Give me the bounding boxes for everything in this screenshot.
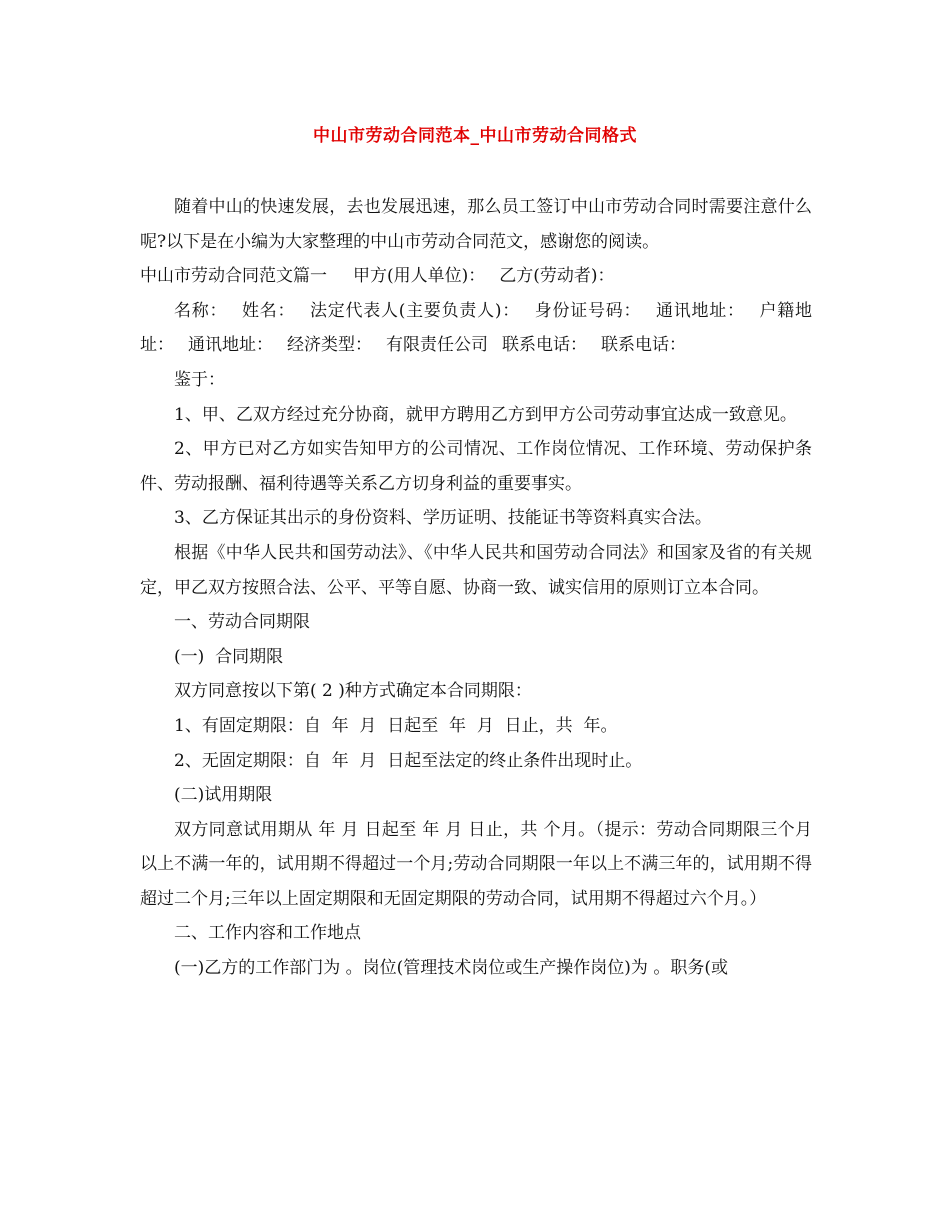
field-economic-type-label: 经济类型： — [287, 335, 372, 356]
legal-basis-paragraph: 根据《中华人民共和国劳动法》、《中华人民共和国劳动合同法》和国家及省的有关规定，甲乙双方按照合法、公平、平等自愿、协商一致、诚实信用的原则订立本合同。 — [140, 542, 812, 598]
party-b-label: 乙方(劳动者)： — [499, 266, 615, 287]
section-1-1-heading: (一) 合同期限 — [174, 646, 284, 667]
contract-header-line — [140, 259, 812, 294]
field-phone-2-label: 联系电话： — [601, 335, 686, 356]
field-phone-label: 联系电话： — [502, 335, 587, 356]
whereas-item-1: 1、甲、乙双方经过充分协商，就甲方聘用乙方到甲方公司劳动事宜达成一致意见。 — [174, 404, 797, 425]
field-household-address-label: 户籍地址： — [140, 300, 813, 356]
parties-fields-paragraph — [140, 294, 812, 363]
document-title: 中山市劳动合同范本_中山市劳动合同格式 — [313, 126, 637, 146]
section-1-1-option-a: 1、有固定期限：自 年 月 日起至 年 月 日止，共 年。 — [174, 715, 618, 736]
contract-header-title: 中山市劳动合同范文篇一 — [140, 266, 327, 287]
field-id-number-label: 身份证号码： — [534, 300, 642, 321]
section-1-heading: 一、劳动合同期限 — [174, 612, 310, 633]
whereas-item-2: 2、甲方已对乙方如实告知甲方的公司情况、工作岗位情况、工作环境、劳动保护条件、劳动报酬、福利待遇等关系乙方切身利益的重要事实。 — [140, 439, 812, 494]
section-1-1-text: 双方同意按以下第( 2 )种方式确定本合同期限： — [174, 681, 532, 702]
field-name-label: 名称： — [174, 300, 228, 321]
party-a-label: 甲方(用人单位)： — [353, 266, 486, 287]
section-2-heading: 二、工作内容和工作地点 — [174, 923, 361, 944]
section-1-2-heading: (二)试用期限 — [174, 785, 273, 806]
field-legal-rep-label: 法定代表人(主要负责人)： — [309, 300, 521, 321]
section-2-1-text: (一)乙方的工作部门为 。岗位(管理技术岗位或生产操作岗位)为 。职务(或 — [174, 958, 728, 979]
field-address-label: 通讯地址： — [655, 300, 745, 321]
whereas-item-3: 3、乙方保证其出示的身份资料、学历证明、技能证书等资料真实合法。 — [174, 508, 712, 529]
whereas-heading: 鉴于： — [174, 369, 225, 390]
document-body — [140, 190, 812, 986]
intro-paragraph: 随着中山的快速发展，去也发展迅速，那么员工签订中山市劳动合同时需要注意什么呢?以下是在小编为大家整理的中山市劳动合同范文，感谢您的阅读。 — [140, 197, 812, 252]
field-fullname-label: 姓名： — [241, 300, 296, 321]
field-address-2-label: 通讯地址： — [188, 335, 273, 356]
section-1-1-option-b: 2、无固定期限：自 年 月 日起至法定的终止条件出现时止。 — [174, 750, 643, 771]
field-economic-type-value: 有限责任公司 — [386, 335, 488, 356]
section-1-2-text: 双方同意试用期从 年 月 日起至 年 月 日止，共 个月。（提示：劳动合同期限三个月以上不满一年的，试用期不得超过一个月;劳动合同期限一年以上不满三年的，试用期不得超过二个月;三年以上固定期限和无固定期限的劳动合同，试用期不得超过六个月。） — [140, 819, 812, 909]
